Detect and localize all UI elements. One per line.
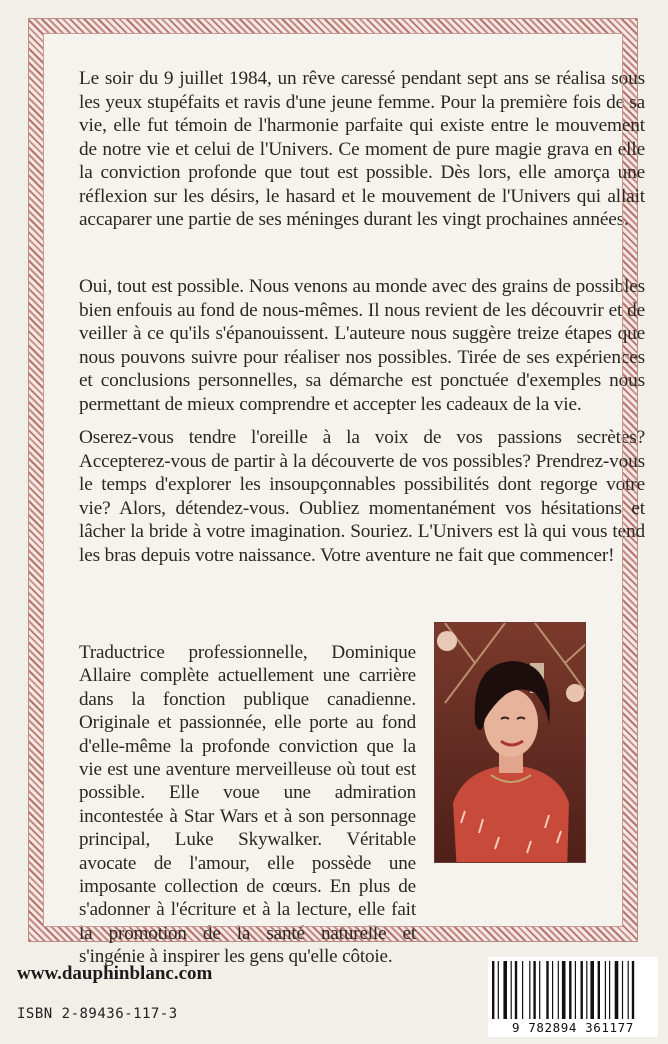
isbn-label: ISBN 2-89436-117-3 [17, 1006, 178, 1022]
barcode-number: 9 782894 361177 [488, 1020, 658, 1035]
barcode [488, 957, 658, 1037]
publisher-website: www.dauphinblanc.com [17, 963, 213, 984]
author-bio-paragraph: Traductrice professionnelle, Dominique Allaire complète actuellement une carrière dans la fonction publique canadienne. Originale et passionnée, elle porte au fond d'elle-même la profonde conviction que la vie est une aventure merveilleuse où tout est possible. Elle voue une admiration incontestée à Star Wars et à son personnage principal, Luke Skywalker. Véritable avocate de l'amour, elle possède une imposante collection de cœurs. En plus de s'adonner à l'écriture et à la lecture, elle fait la promotion de la santé naturelle et s'ingénie à inspirer les gens qu'elle côtoie. [79, 642, 416, 968]
intro-paragraph: Le soir du 9 juillet 1984, un rêve caressé pendant sept ans se réalisa sous les yeux stupéfaits et ravis d'une jeune femme. Pour la première fois de sa vie, elle fut témoin de l'harmonie parfaite qui existe entre le mouvement de notre vie et celui de l'Univers. Ce moment de pure magie grava en elle la conviction profonde que tout est possible. Dès lors, elle amorça une réflexion sur les désirs, le hasard et le mouvement de l'Univers qui allait accaparer une partie de ses méninges durant les vingt prochaines années. [79, 68, 645, 230]
description-paragraph: Oui, tout est possible. Nous venons au monde avec des grains de possibles bien enfouis au fond de nous-mêmes. Il nous revient de les découvrir et de veiller à ce qu'ils s'épanouissent. L'auteure nous suggère treize étapes que nous pouvons suivre pour réaliser nos possibles. Tirée de ses expériences et conclusions personnelles, sa démarche est ponctuée d'exemples nous permettant de mieux comprendre et accepter les cadeaux de la vie. [79, 276, 645, 415]
invitation-paragraph: Oserez-vous tendre l'oreille à la voix de vos passions secrètes? Accepterez-vous de partir à la découverte de vos possibles? Prendrez-vous le temps d'explorer les insoupçonnables possibilités dont regorge votre vie? Alors, détendez-vous. Oubliez momentanément vos hésitations et lâcher la bride à votre imagination. Souriez. L'Univers est là qui vous tend les bras depuis votre naissance. Votre aventure ne fait que commencer! [79, 427, 645, 566]
author-photo [434, 622, 586, 863]
